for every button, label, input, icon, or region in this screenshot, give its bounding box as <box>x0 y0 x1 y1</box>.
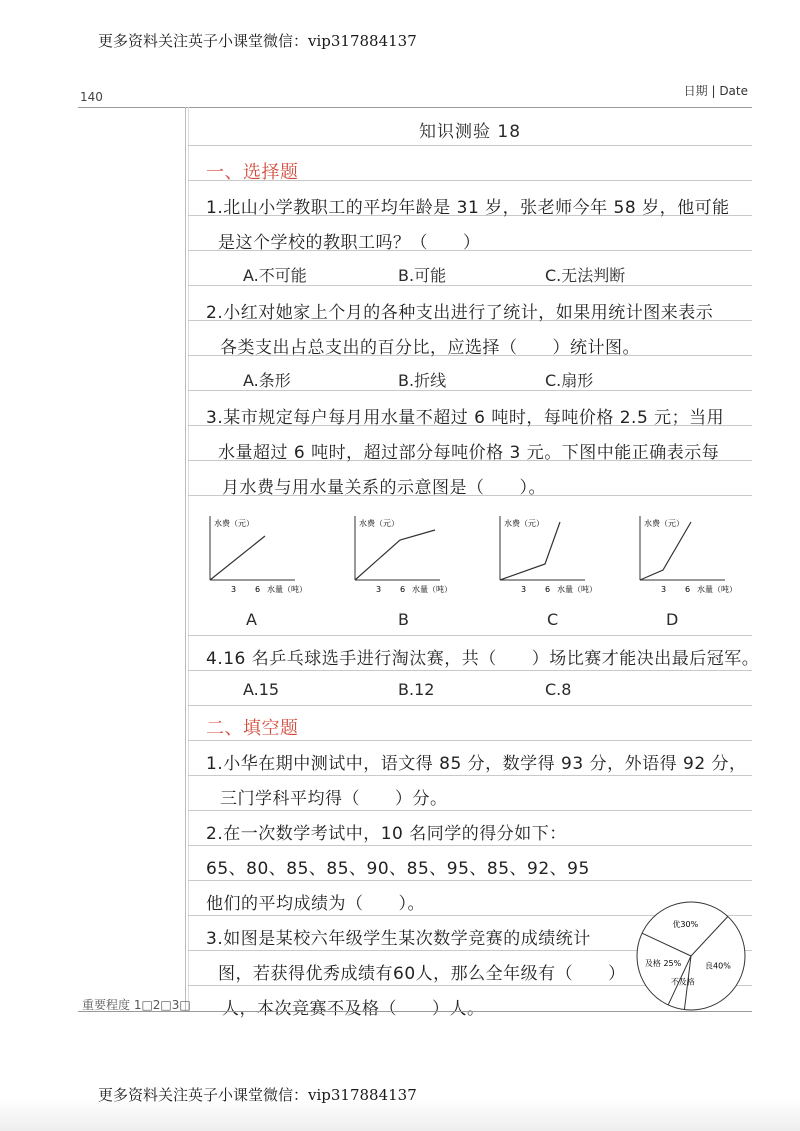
rule <box>188 880 752 881</box>
q2-line1: 2.小红对她家上个月的各种支出进行了统计，如果用统计图来表示 <box>206 303 714 323</box>
q3-line2: 水量超过 6 吨时，超过部分每吨价格 3 元。下图中能正确表示每 <box>218 443 720 463</box>
margin-line-inner <box>188 107 189 1012</box>
bottom-divider <box>78 1011 752 1012</box>
page-title: 知识测验 18 <box>418 122 522 142</box>
q3-graphs <box>205 508 750 603</box>
importance-rating: 重要程度 1□2□3□ <box>82 998 191 1012</box>
graph-label-d: D <box>666 610 679 629</box>
q4-option-a: A.15 <box>243 680 280 699</box>
graph-b-ylabel: 水费（元） <box>359 519 399 528</box>
graph-c <box>500 516 597 594</box>
pie-label-2: 不及格 <box>670 977 695 987</box>
q4-option-c: C.8 <box>545 680 572 699</box>
watermark-bottom: 更多资料关注英子小课堂微信：vip317884137 <box>98 1086 417 1104</box>
graph-d-tick: 6 <box>685 585 691 594</box>
q1-line1: 1.北山小学教职工的平均年龄是 31 岁，张老师今年 58 岁，他可能 <box>206 198 730 218</box>
rule <box>188 740 752 741</box>
f3-line3: 人，本次竞赛不及格（ ）人。 <box>222 999 485 1019</box>
q2-option-c: C.扇形 <box>545 371 594 390</box>
graph-c-tick: 6 <box>545 585 551 594</box>
graph-a-xlabel: 水量（吨） <box>267 585 307 594</box>
rule <box>188 145 752 146</box>
rule <box>188 775 752 776</box>
graph-label-c: C <box>547 610 559 629</box>
f2-line2: 65、80、85、85、90、85、95、85、92、95 <box>206 859 590 879</box>
graph-label-b: B <box>398 610 409 629</box>
graph-label-a: A <box>246 610 257 629</box>
f2-line3: 他们的平均成绩为（ ）。 <box>206 894 425 914</box>
top-divider <box>78 107 752 108</box>
q3-line3: 月水费与用水量关系的示意图是（ ）。 <box>222 478 546 498</box>
graph-c-ylabel: 水费（元） <box>504 519 544 528</box>
graph-d <box>640 516 737 594</box>
q4-line1: 4.16 名乒乓球选手进行淘汰赛，共（ ）场比赛才能决出最后冠军。 <box>206 649 760 669</box>
f1-line1: 1.小华在期中测试中，语文得 85 分，数学得 93 分，外语得 92 分， <box>206 754 747 774</box>
graph-c-xlabel: 水量（吨） <box>557 585 597 594</box>
score-pie-chart <box>635 900 747 1012</box>
graph-a-tick: 3 <box>231 585 237 594</box>
watermark-top: 更多资料关注英子小课堂微信：vip317884137 <box>98 32 417 50</box>
margin-line <box>185 107 186 1012</box>
graph-b-tick: 3 <box>376 585 382 594</box>
rule <box>188 845 752 846</box>
q2-line2: 各类支出占总支出的百分比，应选择（ ）统计图。 <box>220 338 640 358</box>
pie-label-3: 及格 25% <box>644 959 682 969</box>
f3-line2: 图，若获得优秀成绩有60人，那么全年级有（ ） <box>218 964 626 984</box>
pie-label-1: 良40% <box>705 961 731 971</box>
rule <box>188 670 752 671</box>
graph-c-tick: 3 <box>521 585 527 594</box>
graph-d-tick: 3 <box>661 585 667 594</box>
q3-line1: 3.某市规定每户每月用水量不超过 6 吨时，每吨价格 2.5 元；当用 <box>206 408 725 428</box>
f1-line2: 三门学科平均得（ ）分。 <box>220 789 448 809</box>
graph-a-ylabel: 水费（元） <box>214 519 254 528</box>
q2-option-a: A.条形 <box>243 371 291 390</box>
section-heading-fill: 二、填空题 <box>206 718 299 739</box>
rule <box>188 705 752 706</box>
graph-b <box>355 516 452 594</box>
graph-b-tick: 6 <box>400 585 406 594</box>
q4-option-b: B.12 <box>398 680 435 699</box>
graph-a <box>210 516 307 594</box>
rule <box>188 810 752 811</box>
graph-d-xlabel: 水量（吨） <box>697 585 737 594</box>
q1-line2: 是这个学校的教职工吗？（ ） <box>218 233 481 253</box>
graph-d-ylabel: 水费（元） <box>644 519 684 528</box>
q1-option-c: C.无法判断 <box>545 266 626 285</box>
q2-option-b: B.折线 <box>398 371 447 390</box>
section-heading-choice: 一、选择题 <box>206 162 299 183</box>
graph-b-xlabel: 水量（吨） <box>412 585 452 594</box>
f3-line1: 3.如图是某校六年级学生某次数学竞赛的成绩统计 <box>206 929 591 949</box>
page-number: 140 <box>80 90 103 104</box>
f2-line1: 2.在一次数学考试中，10 名同学的得分如下： <box>206 824 567 844</box>
graph-a-tick: 6 <box>255 585 261 594</box>
date-label: 日期 | Date <box>683 84 748 98</box>
q1-option-a: A.不可能 <box>243 266 307 285</box>
pie-label-0: 优30% <box>672 919 699 929</box>
rule <box>188 635 752 636</box>
q1-option-b: B.可能 <box>398 266 447 285</box>
